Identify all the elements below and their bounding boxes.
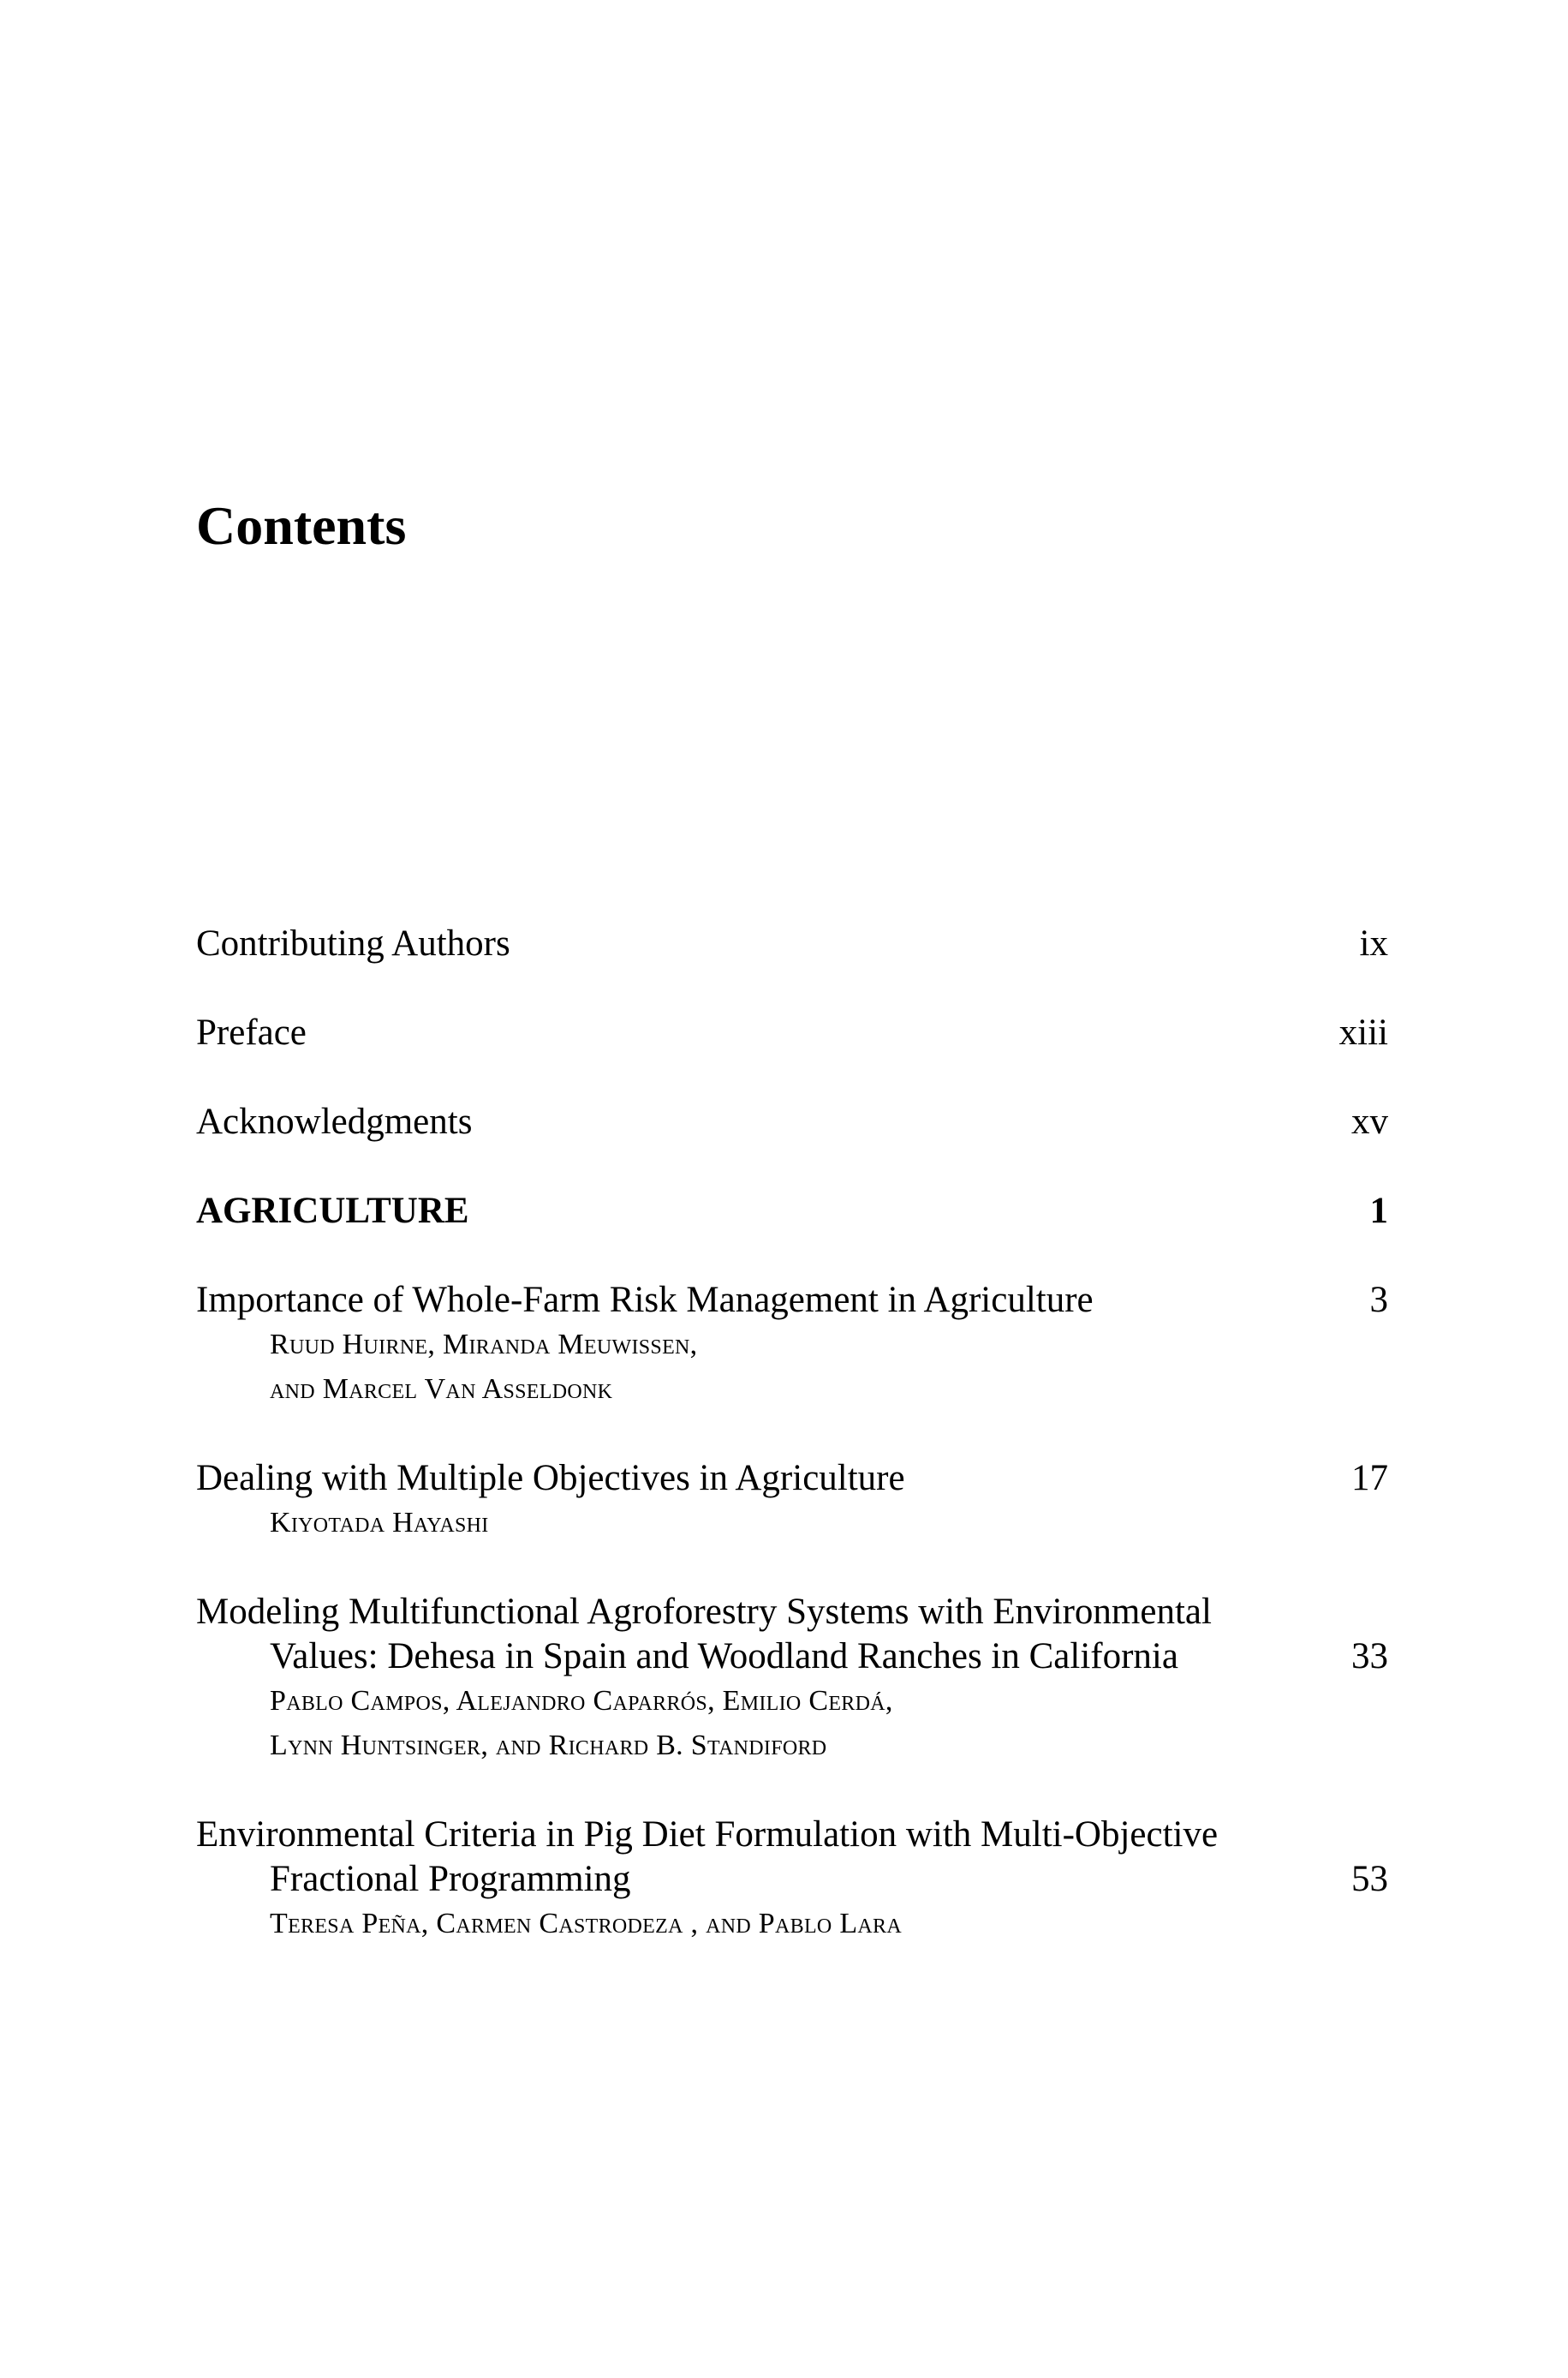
entry-line: [196, 1813, 1388, 1857]
entry-authors: Lynn Huntsinger, and Richard B. Standiford: [270, 1730, 827, 1761]
entry-title: Contributing Authors: [196, 923, 510, 964]
entry-line: [196, 1278, 1388, 1323]
entry-line: [196, 1100, 1388, 1144]
entry-authors: Kiyotada Hayashi: [270, 1507, 489, 1539]
entry-line: [196, 1857, 1388, 1902]
toc-entry-preface[interactable]: [196, 1011, 1388, 1055]
entry-page-number: 53: [1351, 1859, 1388, 1899]
entry-page-number: xv: [1351, 1102, 1388, 1142]
entry-title: Environmental Criteria in Pig Diet Formulation with Multi-Objective: [196, 1814, 1219, 1855]
entry-title: Importance of Whole-Farm Risk Management in Agriculture: [196, 1280, 1094, 1320]
entry-line: [196, 1189, 1388, 1234]
entry-line: [196, 1634, 1388, 1679]
entry-line: [196, 1011, 1388, 1055]
entry-page-number: 3: [1369, 1280, 1388, 1320]
entry-title: Acknowledgments: [196, 1102, 473, 1142]
entry-title: Modeling Multifunctional Agroforestry Systems with Environmental: [196, 1592, 1212, 1632]
entry-page-number: xiii: [1338, 1013, 1388, 1053]
toc-entry-contributing-authors[interactable]: [196, 922, 1388, 966]
entry-authors: and Marcel Van Asseldonk: [270, 1373, 613, 1405]
toc-entry-acknowledgments[interactable]: [196, 1100, 1388, 1144]
entry-authors: Teresa Peña, Carmen Castrodeza , and Pablo Lara: [270, 1908, 902, 1939]
toc-entry-chapter[interactable]: [196, 1590, 1388, 1768]
section-title: AGRICULTURE: [196, 1191, 469, 1231]
entry-page-number: ix: [1359, 923, 1388, 964]
entry-line: [196, 922, 1388, 966]
entry-page-number: 17: [1351, 1458, 1388, 1498]
toc-entry-chapter[interactable]: [196, 1456, 1388, 1545]
entry-page-number: 33: [1351, 1636, 1388, 1676]
entry-authors: Pablo Campos, Alejandro Caparrós, Emilio Cerdá,: [270, 1685, 893, 1717]
entry-title: Dealing with Multiple Objectives in Agriculture: [196, 1458, 905, 1498]
entry-authors: Ruud Huirne, Miranda Meuwissen,: [270, 1329, 698, 1360]
entry-title-continued: Fractional Programming: [270, 1859, 631, 1899]
toc-entry-chapter[interactable]: [196, 1813, 1388, 1946]
table-of-contents: [196, 922, 1388, 1991]
entry-page-number: 1: [1369, 1191, 1388, 1231]
entry-line: [196, 1590, 1388, 1634]
toc-section-agriculture[interactable]: [196, 1189, 1388, 1234]
page-title: Contents: [196, 495, 407, 556]
entry-line: [196, 1456, 1388, 1501]
toc-entry-chapter[interactable]: [196, 1278, 1388, 1412]
entry-title-continued: Values: Dehesa in Spain and Woodland Ranches in California: [270, 1636, 1178, 1676]
entry-title: Preface: [196, 1013, 307, 1053]
